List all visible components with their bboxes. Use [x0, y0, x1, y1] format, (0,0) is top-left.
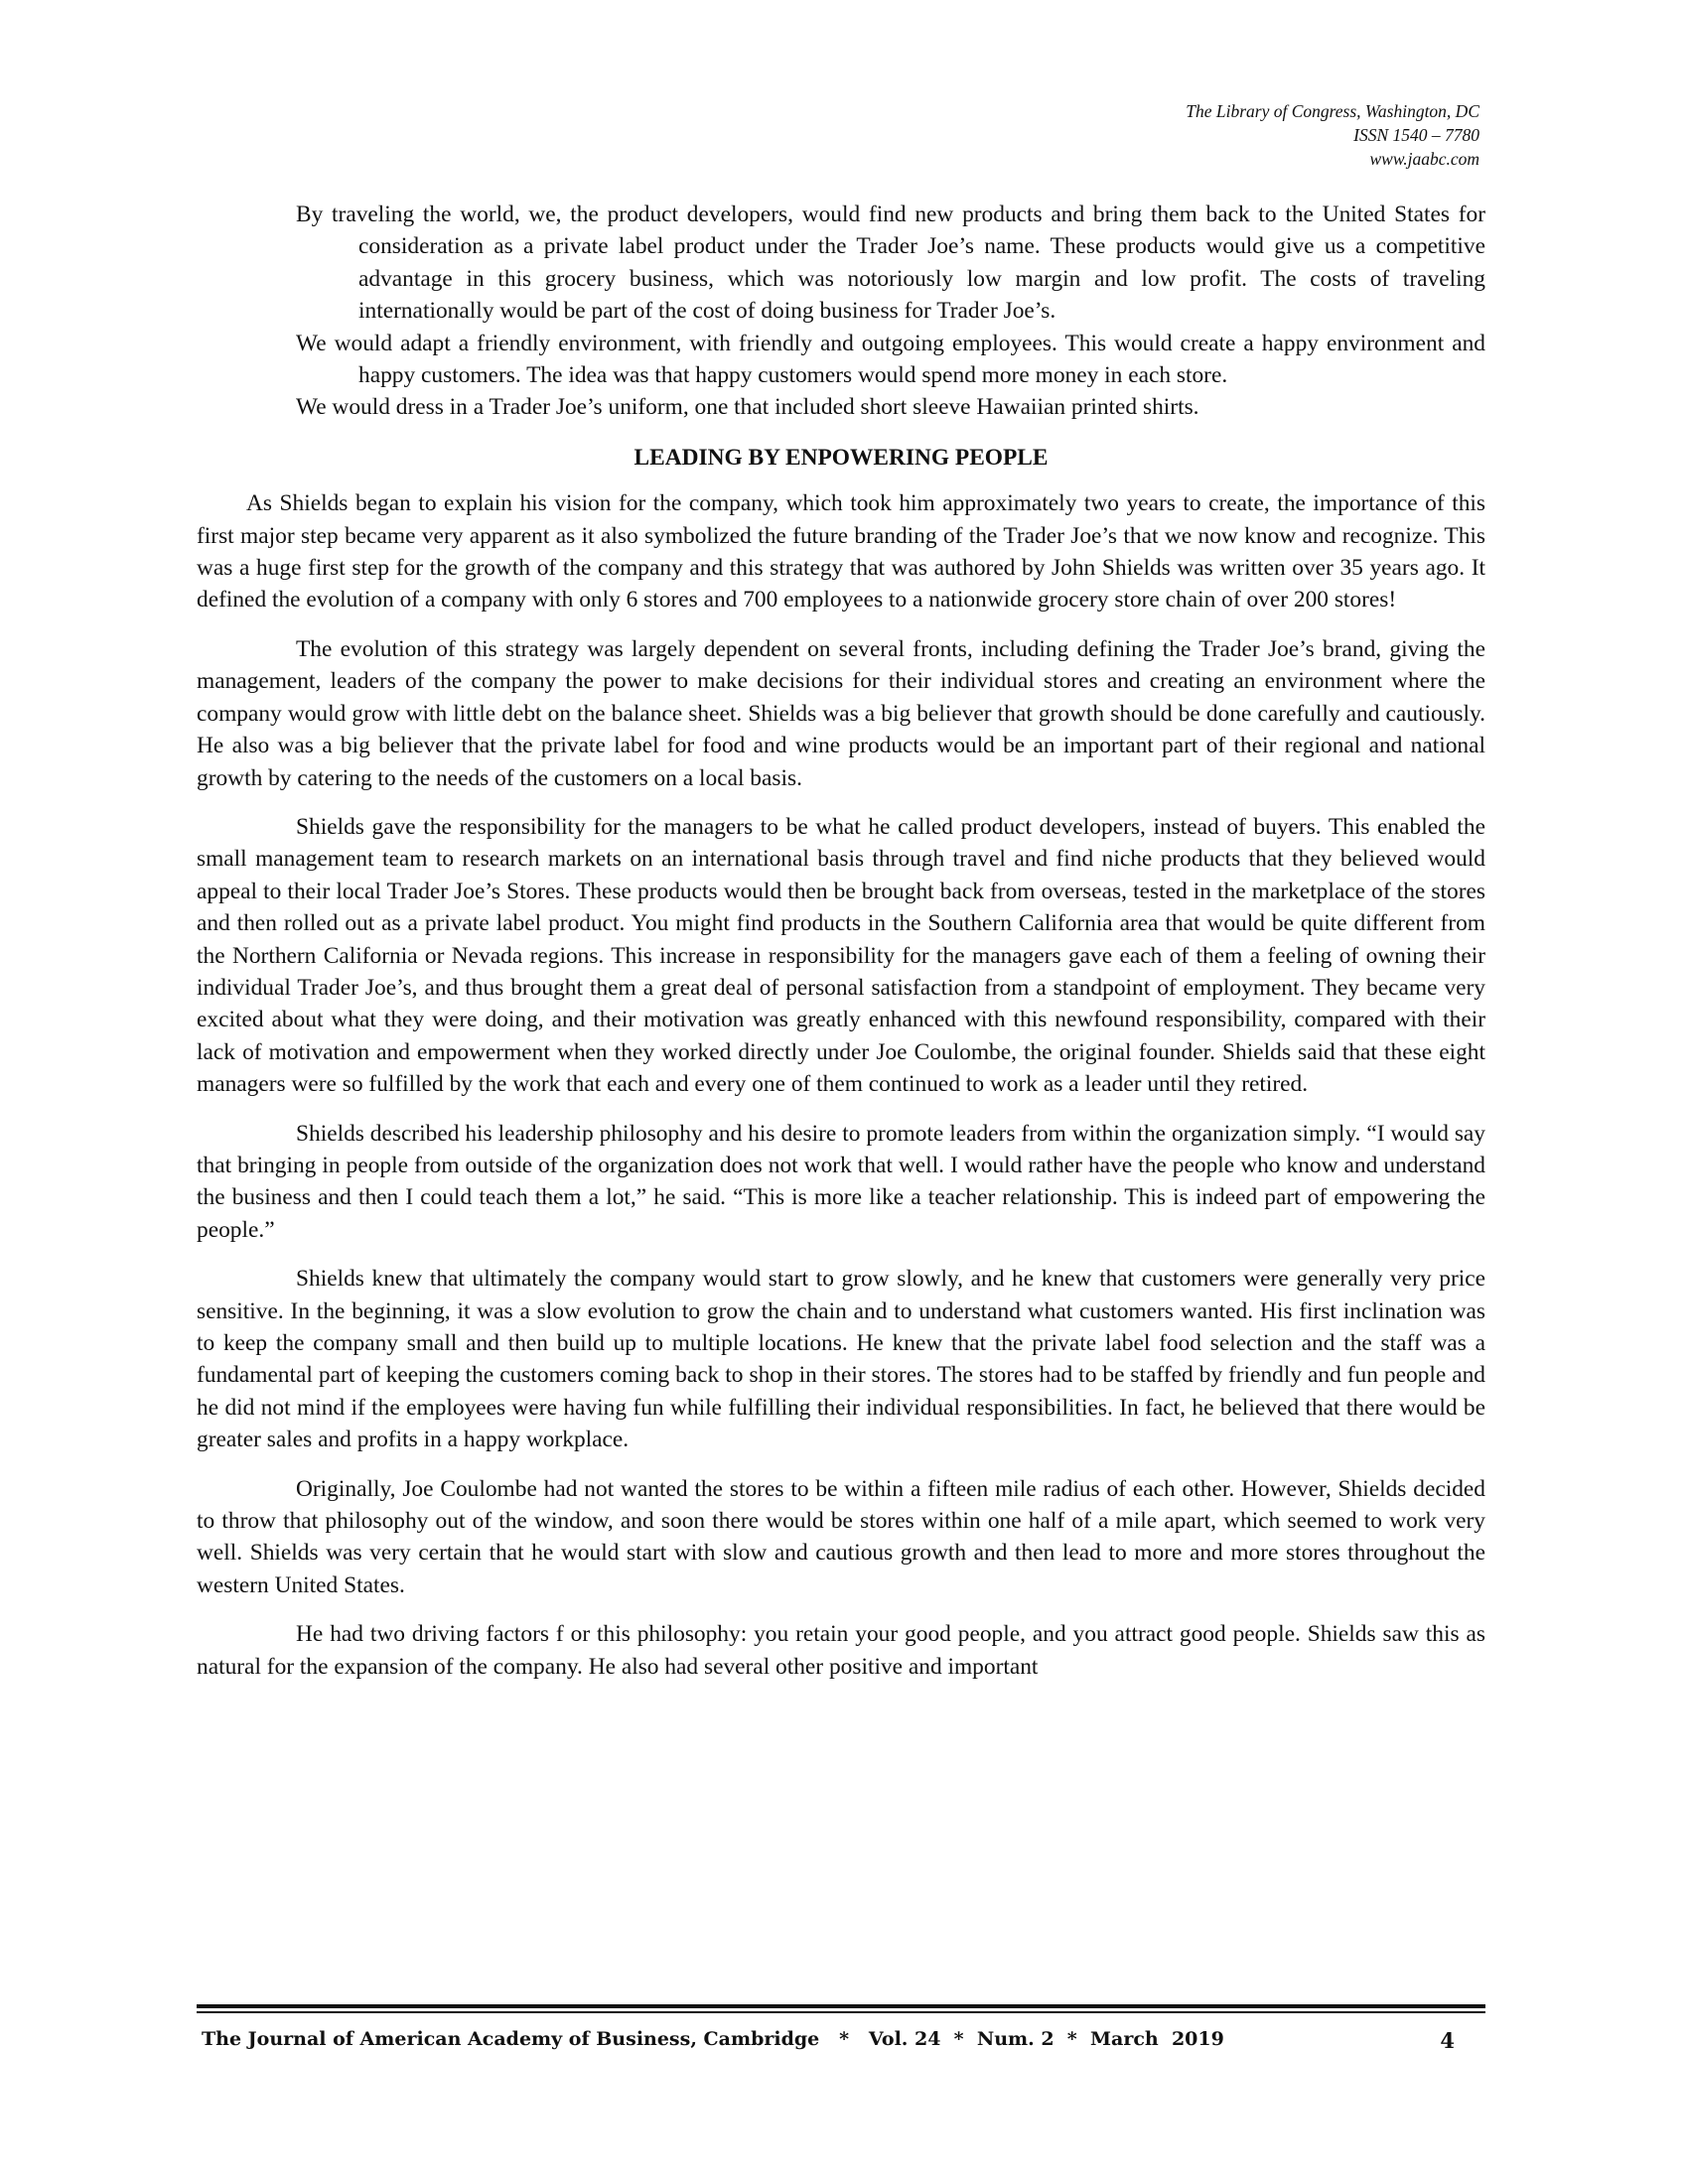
- list-item: By traveling the world, we, the product developers, would find new products and bring them back to the United States for consideration as a private label product under the Trader Joe’s name. These products would give us a competitive advantage in this grocery business, which was notoriously low margin and low profit. The costs of traveling internationally would be part of the cost of doing business for Trader Joe’s.: [296, 202, 1485, 325]
- paragraph: As Shields began to explain his vision for the company, which took him approximately two years to create, the importance of this first major step became very apparent as it also symbolized the future branding of the Trader Joe’s that we now know and recognize. This was a huge first step for the growth of the company and this strategy that was authored by John Shields was written over 35 years ago. It defined the evolution of a company with only 6 stores and 700 employees to a nationwide grocery store chain of over 200 stores!: [197, 490, 1485, 614]
- page-number: 4: [1440, 2028, 1455, 2053]
- page-header: [884, 99, 1479, 171]
- footer-divider-thick: [197, 2004, 1485, 2008]
- header-issn-line: ISSN 1540 – 7780: [1353, 125, 1479, 145]
- footer-journal-citation: The Journal of American Academy of Business, Cambridge * Vol. 24 * Num. 2 * March 2019: [202, 2028, 1224, 2050]
- list-item: We would dress in a Trader Joe’s uniform, one that included short sleeve Hawaiian printed shirts.: [296, 394, 1199, 421]
- header-website-line[interactable]: www.jaabc.com: [1369, 149, 1479, 169]
- list-item: We would adapt a friendly environment, with friendly and outgoing employees. This would create a happy environment and happy customers. The idea was that happy customers would spend more money in each store.: [296, 330, 1485, 389]
- section-heading: LEADING BY ENPOWERING PEOPLE: [633, 444, 1049, 471]
- footer-divider-thin: [197, 2011, 1485, 2013]
- header-library-line: The Library of Congress, Washington, DC: [1186, 101, 1479, 121]
- paragraph: He had two driving factors f or this philosophy: you retain your good people, and you attract good people. Shields saw this as natural for the expansion of the company. He also had several other positive and important: [197, 1621, 1485, 1680]
- paragraph: The evolution of this strategy was largely dependent on several fronts, including defining the Trader Joe’s brand, giving the management, leaders of the company the power to make decisions for their individual stores and creating an environment where the company would grow with little debt on the balance sheet. Shields was a big believer that growth should be done carefully and cautiously. He also was a big believer that the private label for food and wine products would be an important part of their regional and national growth by catering to the needs of the customers on a local basis.: [197, 635, 1485, 791]
- paragraph: Originally, Joe Coulombe had not wanted the stores to be within a fifteen mile radius of each other. However, Shields decided to throw that philosophy out of the window, and soon there would be stores within one half of a mile apart, which seemed to work very well. Shields was very certain that he would start with slow and cautious growth and then lead to more and more stores throughout the western United States.: [197, 1475, 1485, 1598]
- article-body: [197, 199, 1485, 1700]
- paragraph: Shields described his leadership philosophy and his desire to promote leaders from within the organization simply. “I would say that bringing in people from outside of the organization does not work that well. I would rather have the people who know and understand the business and then I could teach them a lot,” he said. “This is more like a teacher relationship. This is indeed part of empowering the people.”: [197, 1120, 1485, 1243]
- paragraph: Shields knew that ultimately the company would start to grow slowly, and he knew that customers were generally very price sensitive. In the beginning, it was a slow evolution to grow the chain and to understand what customers wanted. His first inclination was to keep the company small and then build up to multiple locations. He knew that the private label food selection and the staff was a fundamental part of keeping the customers coming back to shop in their stores. The stores had to be staffed by friendly and fun people and he did not mind if the employees were having fun while fulfilling their individual responsibilities. In fact, he believed that there would be greater sales and profits in a happy workplace.: [197, 1266, 1485, 1453]
- page-footer: [202, 2028, 1482, 2064]
- paragraph: Shields gave the responsibility for the managers to be what he called product developers, instead of buyers. This enabled the small management team to research markets on an international basis through travel and find niche products that they believed would appeal to their local Trader Joe’s Stores. These products would then be brought back from overseas, tested in the marketplace of the stores and then rolled out as a private label product. You might find products in the Southern California area that would be quite different from the Northern California or Nevada regions. This increase in responsibility for the managers gave each of them a feeling of owning their individual Trader Joe’s, and thus brought them a great deal of personal satisfaction from a standpoint of employment. They became very excited about what they were doing, and their motivation was greatly enhanced with this newfound responsibility, compared with their lack of motivation and empowerment when they worked directly under Joe Coulombe, the original founder. Shields said that these eight managers were so fulfilled by the work that each and every one of them continued to work as a leader until they retired.: [197, 813, 1485, 1098]
